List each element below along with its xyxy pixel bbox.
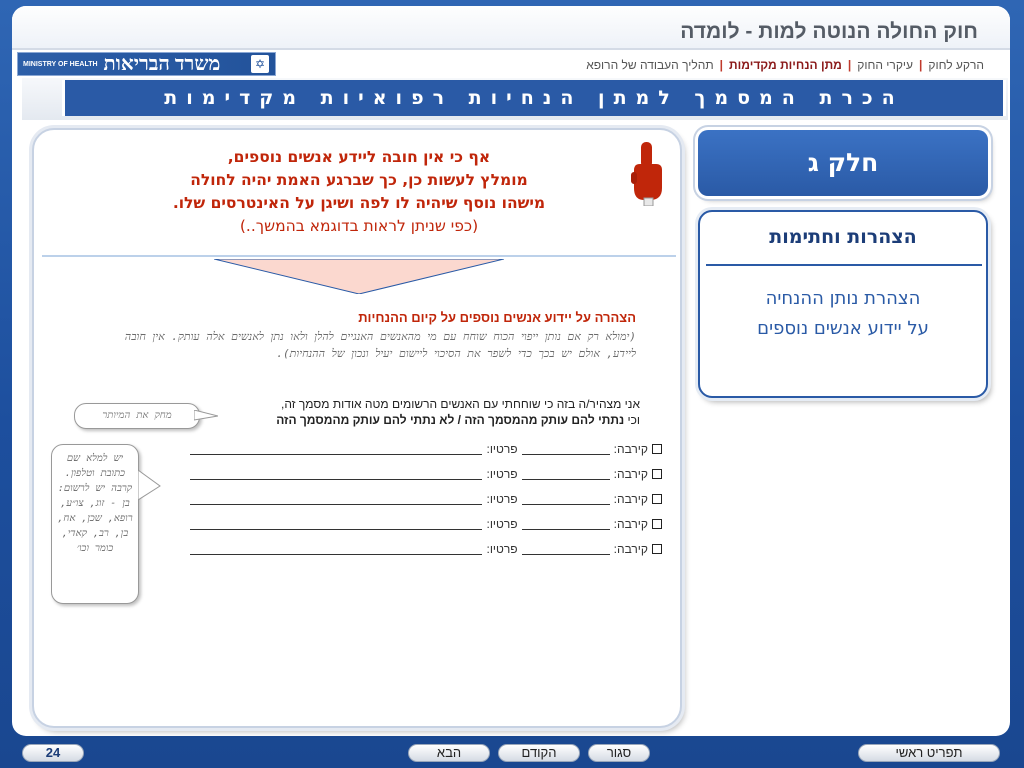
pointing-hand-icon <box>630 140 666 206</box>
relation-field[interactable] <box>522 443 610 455</box>
part-c-tab[interactable]: חלק ג <box>698 130 988 196</box>
ministry-logo <box>17 52 276 76</box>
funnel-arrow-icon <box>214 259 504 294</box>
relation-field[interactable] <box>522 468 610 480</box>
relation-field[interactable] <box>522 493 610 505</box>
section-banner: הכרת המסמך למתן הנחיות רפואיות מקדימות <box>62 80 1006 116</box>
menorah-emblem-icon: ✡ <box>251 55 269 73</box>
signature-row <box>172 511 662 536</box>
breadcrumb-item-advance-directives[interactable]: מתן הנחיות מקדימות <box>728 58 842 72</box>
callout-relatives-info: יש למלא שם כתובת וטלפון. קרבה יש לרשום: בן - זוג, צו״ע, רופא, שכן, אח, בן, רב, קאדי, כומר וכו׳ <box>51 444 139 604</box>
signature-row <box>172 436 662 461</box>
relation-checkbox[interactable] <box>652 494 662 504</box>
details-label: פרטיו: <box>486 491 518 506</box>
callout-erase-unnecessary: מחק את המיותר <box>74 403 200 429</box>
recommendation-note <box>94 146 624 238</box>
details-label: פרטיו: <box>486 516 518 531</box>
declaration-line-2-prefix: וכי <box>624 413 640 427</box>
relation-checkbox[interactable] <box>652 519 662 529</box>
breadcrumb-separator: | <box>919 58 923 72</box>
relation-field[interactable] <box>522 543 610 555</box>
example-title: הצהרה על יידוע אנשים נוספים על קיום ההנחיות <box>358 310 636 325</box>
details-field[interactable] <box>190 518 482 530</box>
breadcrumb-item-doctor-process[interactable]: תהליך העבודה של הרופא <box>586 58 714 72</box>
content-panel <box>32 128 682 728</box>
topic-divider <box>706 264 982 266</box>
relation-label: קירבה: <box>613 466 648 481</box>
topic-item-declaration[interactable] <box>700 284 986 344</box>
signature-row <box>172 536 662 561</box>
callout-relatives-tail <box>138 466 162 506</box>
example-instructions: (ימולא רק אם נותן ייפוי הכוח שוחח עם מי מהאנשים האנגיים להלן ולאו נתן לאנשים אלה עותק. אין חובה ליידע, אולם יש בכך כדי לשפר את הסיכוי ליישום יעיל ונכון של ההנחיות). <box>124 330 636 360</box>
declaration-line-2-bold: נתתי להם עותק מהמסמך הזה / לא נתתי להם עותק מהמסמך הזה <box>276 413 625 427</box>
topic-item-line-1: הצהרת נותן ההנחיה <box>765 288 921 309</box>
details-label: פרטיו: <box>486 541 518 556</box>
callout-erase-tail <box>194 410 218 422</box>
signature-row <box>172 486 662 511</box>
main-menu-button[interactable]: תפריט ראשי <box>858 744 1000 762</box>
relation-label: קירבה: <box>613 491 648 506</box>
topic-title: הצהרות וחתימות <box>769 226 917 248</box>
details-field[interactable] <box>190 543 482 555</box>
details-label: פרטיו: <box>486 466 518 481</box>
relation-label: קירבה: <box>613 441 648 456</box>
breadcrumb <box>586 58 984 72</box>
relation-checkbox[interactable] <box>652 544 662 554</box>
course-title: חוק החולה הנוטה למות - לומדה <box>680 20 978 43</box>
declaration-line-1: אני מצהיר/ה בזה כי שוחחתי עם האנשים הרשומים מטה אודות מסמך זה, <box>280 397 640 411</box>
logo-english-text: MINISTRY OF HEALTH <box>23 60 98 68</box>
page-number: 24 <box>22 744 84 762</box>
panel-divider <box>42 255 676 257</box>
details-field[interactable] <box>190 493 482 505</box>
breadcrumb-separator: | <box>847 58 852 72</box>
title-divider <box>12 48 1010 50</box>
close-button[interactable]: סגור <box>588 744 650 762</box>
note-line-4: (כפי שניתן לראות בדוגמא בהמשך..) <box>239 217 479 235</box>
declaration-line-2 <box>210 412 640 428</box>
declaration-text <box>210 396 640 428</box>
topic-card <box>698 210 988 398</box>
breadcrumb-item-main-points[interactable]: עיקרי החוק <box>857 58 914 72</box>
breadcrumb-separator: | <box>719 58 723 72</box>
note-line-3: מישהו נוסף שיהיה לו לפה ושיגן על האינטרסים שלו. <box>172 194 546 212</box>
next-button[interactable]: הבא <box>408 744 490 762</box>
note-line-1: אף כי אין חובה ליידע אנשים נוספים, <box>227 148 491 166</box>
topic-item-line-2: על יידוע אנשים נוספים <box>757 318 929 339</box>
previous-button[interactable]: הקודם <box>498 744 580 762</box>
relation-label: קירבה: <box>613 516 648 531</box>
signature-row <box>172 461 662 486</box>
breadcrumb-item-background[interactable]: הרקע לחוק <box>928 58 984 72</box>
details-field[interactable] <box>190 443 482 455</box>
details-field[interactable] <box>190 468 482 480</box>
logo-hebrew-text: משרד הבריאות <box>103 52 221 75</box>
signatures-table <box>172 436 662 561</box>
note-line-2: מומלץ לעשות כן, כך שברגע האמת יהיה לחולה <box>190 171 528 189</box>
details-label: פרטיו: <box>486 441 518 456</box>
relation-label: קירבה: <box>613 541 648 556</box>
relation-field[interactable] <box>522 518 610 530</box>
title-bar <box>12 6 1010 48</box>
relation-checkbox[interactable] <box>652 444 662 454</box>
relation-checkbox[interactable] <box>652 469 662 479</box>
banner-wrap <box>22 78 1008 120</box>
